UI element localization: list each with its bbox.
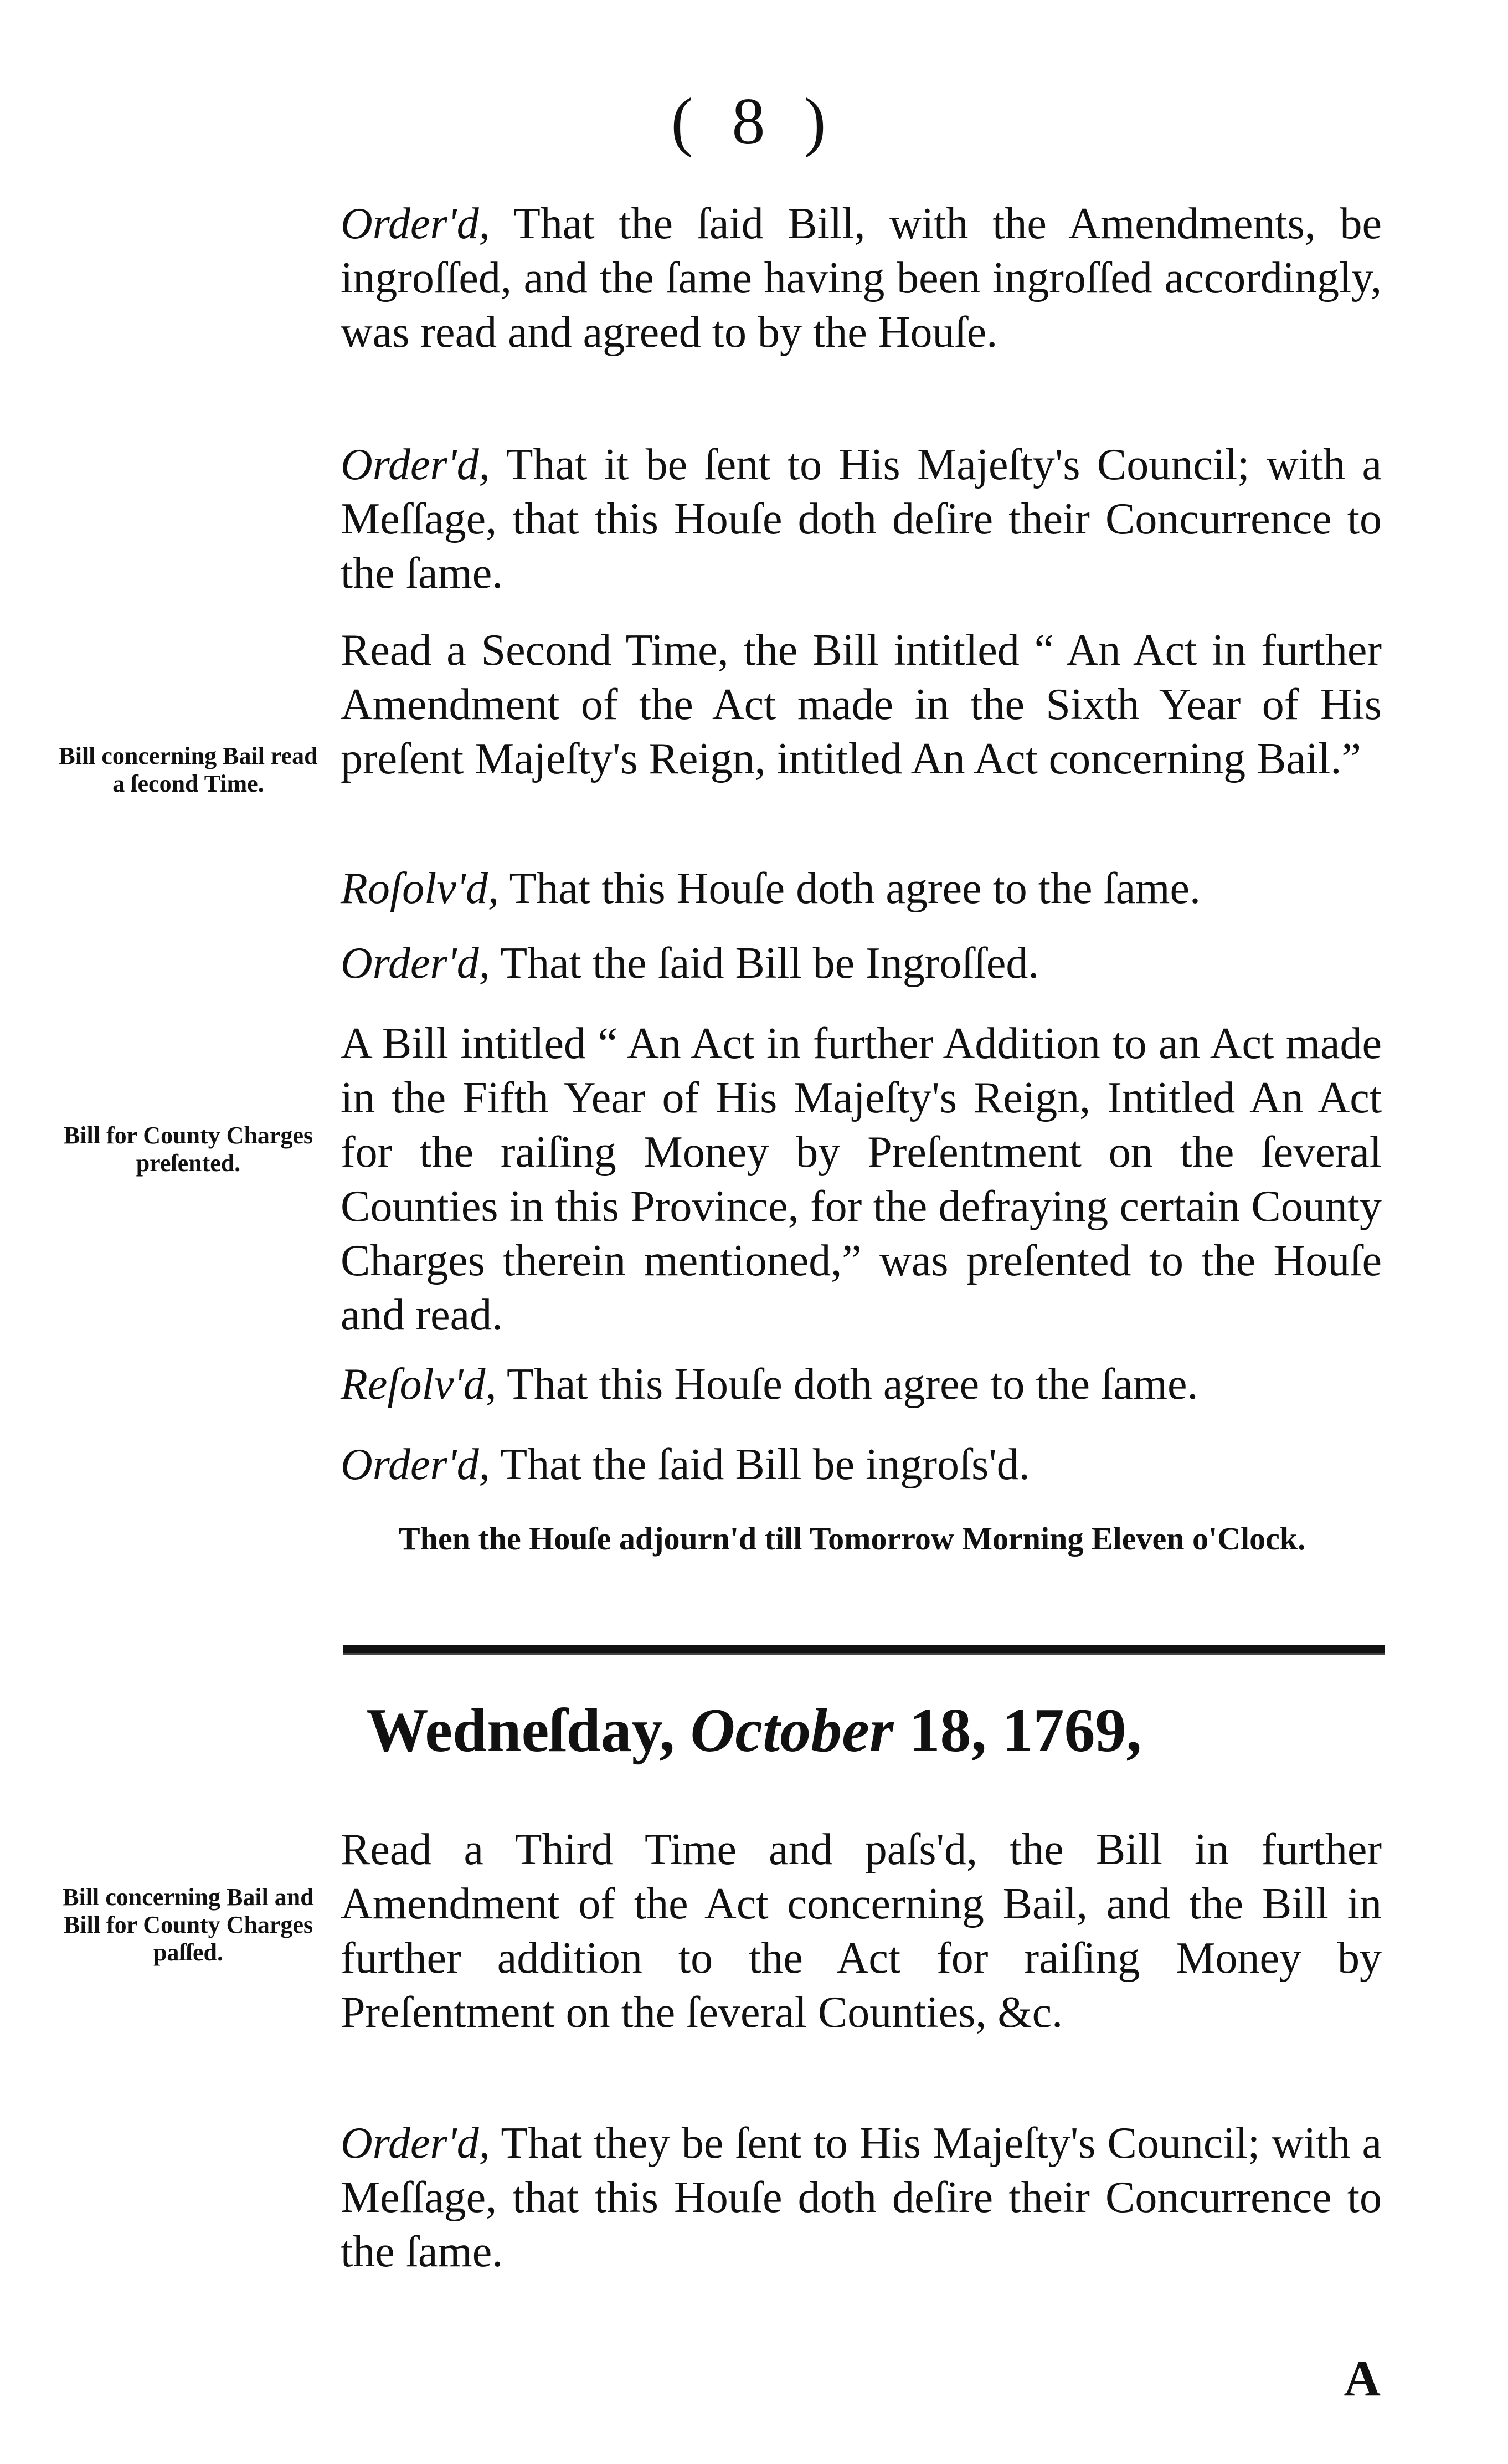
date-heading: [0, 1695, 1508, 1767]
paragraph-text: That it be ſent to His Majeſty's Council; with a Meſſage, that this Houſe doth deſire their Concurrence to the ſame.: [341, 440, 1382, 598]
paragraph-text: That they be ſent to His Majeſty's Council; with a Meſſage, that this Houſe doth deſire their Concurrence to the ſame.: [341, 2119, 1382, 2276]
paragraph-ordered-ingrossed: [341, 197, 1382, 360]
page-number: ( 8 ): [671, 84, 837, 158]
margin-note-bills-passed: Bill concerning Bail and Bill for County Charges paſſed.: [63, 1883, 314, 1966]
paragraph-resolved-agree: [341, 861, 1382, 916]
paragraph-second-reading: [341, 623, 1382, 786]
margin-note-bail-second-time: Bill concerning Bail read a ſecond Time.: [59, 742, 318, 797]
paragraph-third-reading: [341, 1823, 1382, 2040]
paragraph-lead: Order'd,: [341, 440, 490, 489]
paragraph-text: Read a Third Time and paſs'd, the Bill in further Amendment of the Act concerning Bail, and the Bill in further addition to the Act for raiſing Money by Preſentment on the ſeveral Counties, &c.: [341, 1825, 1382, 2037]
paragraph-lead: Order'd,: [341, 1440, 490, 1489]
paragraph-text: Read a Second Time, the Bill intitled “ An Act in further Amendment of the Act made in the Sixth Year of His preſent Majeſty's Reign, intitled An Act concerning Bail.”: [341, 626, 1382, 783]
paragraph-county-bill-presented: [341, 1017, 1382, 1342]
paragraph-text: That the ſaid Bill be ingroſs'd.: [490, 1440, 1030, 1489]
paragraph-text: That this Houſe doth agree to the ſame.: [496, 1360, 1198, 1409]
paragraph-ordered-ingrossed-3: [341, 1438, 1382, 1492]
paragraph-lead: Order'd,: [341, 2119, 490, 2168]
paragraph-text: A Bill intitled “ An Act in further Addition to an Act made in the Fifth Year of His Majeſty's Reign, Intitled An Act for the raiſing Money by Preſentment on the ſeveral Counties in this Province, for the defraying certain County Charges therein mentioned,” was preſented to the Houſe and read.: [341, 1019, 1382, 1339]
paragraph-lead: Roſolv'd,: [341, 864, 499, 913]
heading-date: 18, 1769,: [909, 1696, 1142, 1765]
paragraph-text: That the ſaid Bill be Ingroſſed.: [490, 939, 1039, 988]
paragraph-resolved-agree-2: [341, 1357, 1382, 1411]
paragraph-lead: Order'd,: [341, 939, 490, 988]
heading-month: October: [690, 1696, 894, 1765]
paragraph-text: That this Houſe doth agree to the ſame.: [498, 864, 1201, 913]
heading-day: Wedneſday,: [366, 1696, 675, 1765]
paragraph-ordered-sent-council-2: [341, 2116, 1382, 2279]
paragraph-ordered-sent-council: [341, 438, 1382, 600]
paragraph-lead: Order'd,: [341, 199, 490, 248]
paragraph-lead: Reſolv'd,: [341, 1360, 497, 1409]
paragraph-ordered-ingrossed-2: [341, 936, 1382, 990]
paragraph-adjourned: Then the Houſe adjourn'd till Tomorrow Morning Eleven o'Clock.: [399, 1521, 1306, 1557]
catchword: A: [1344, 2350, 1381, 2406]
section-divider: [343, 1645, 1385, 1655]
margin-note-county-presented: Bill for County Charges preſented.: [63, 1122, 313, 1177]
paragraph-text: That the ſaid Bill, with the Amendments, be ingroſſed, and the ſame having been ingroſſed accordingly, was read and agreed to by the Houſe.: [341, 199, 1382, 357]
